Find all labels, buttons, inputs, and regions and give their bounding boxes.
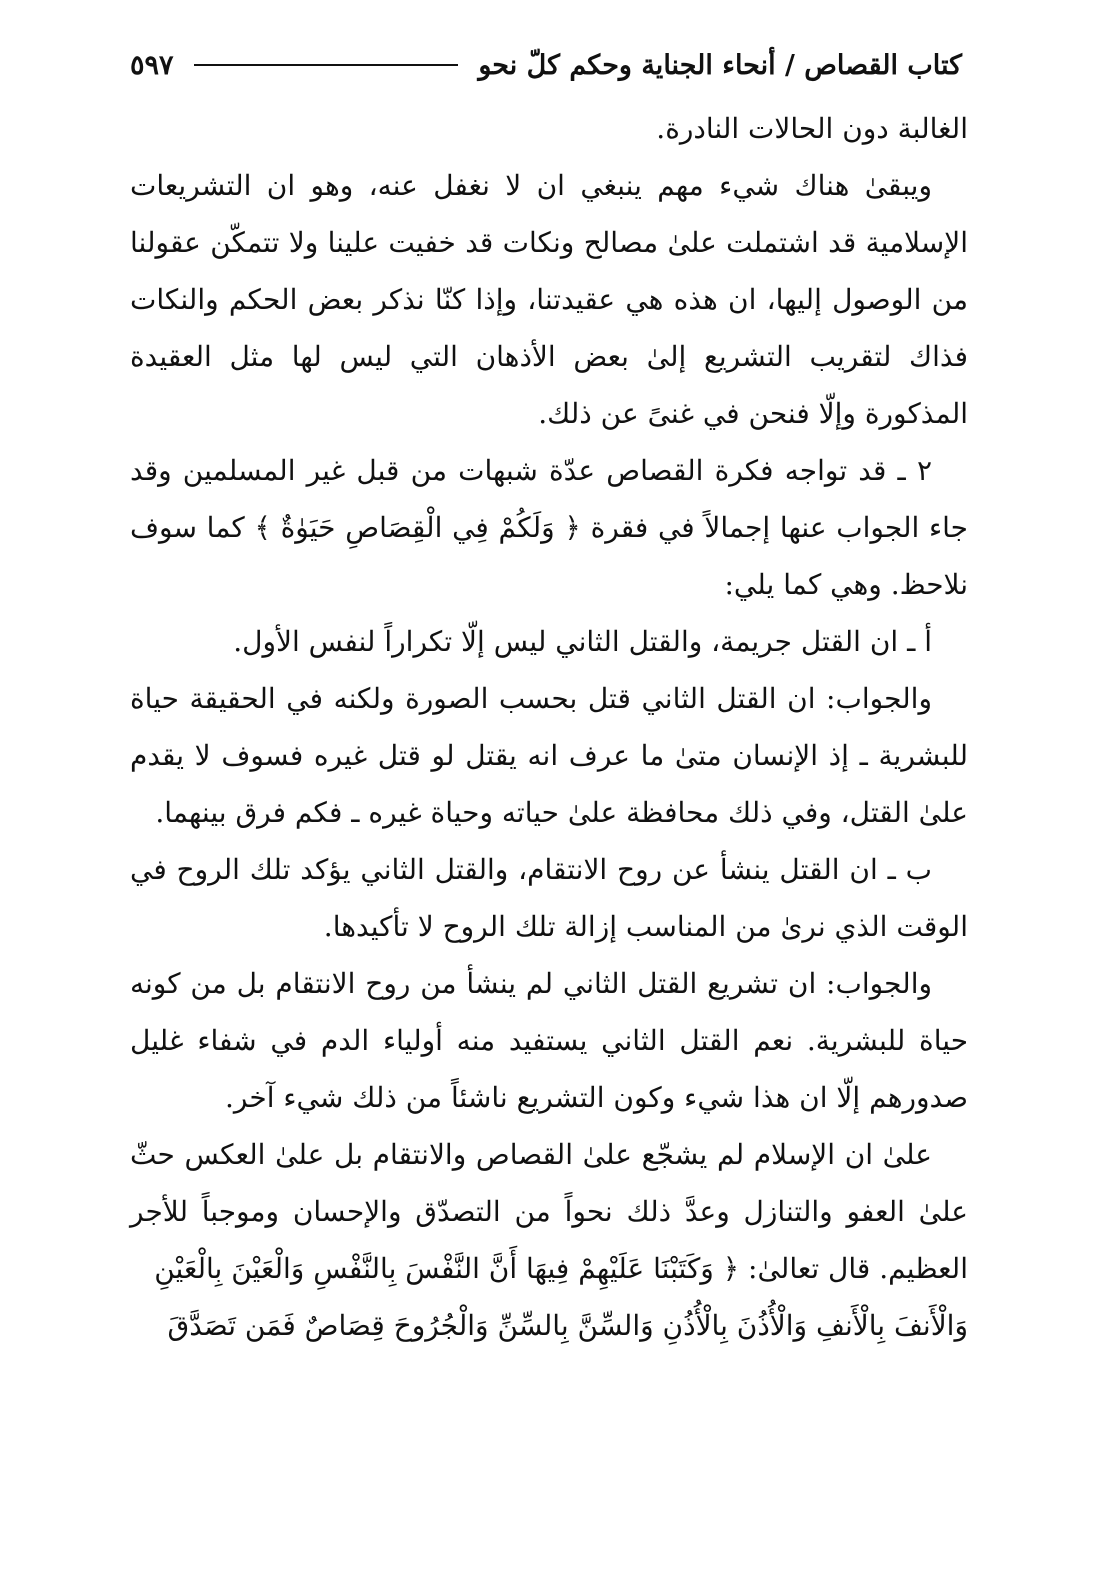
paragraph: ٢ ـ قد تواجه فكرة القصاص عدّة شبهات من قبل غير المسلمين وقد جاء الجواب عنها إجمالاً في فقرة ﴿ وَلَكُمْ فِي الْقِصَاصِ حَيَوٰةٌ ﴾ كما سوف نلاحظ. وهي كما يلي:	[130, 454, 968, 601]
paragraph: ب ـ ان القتل ينشأ عن روح الانتقام، والقتل الثاني يؤكد تلك الروح في الوقت الذي نرىٰ من المناسب إزالة تلك الروح لا تأكيدها.	[130, 853, 968, 943]
page-header	[130, 40, 962, 90]
paragraph: أ ـ ان القتل جريمة، والقتل الثاني ليس إلّا تكراراً لنفس الأول.	[233, 625, 932, 658]
paragraph: علىٰ ان الإسلام لم يشجّع علىٰ القصاص والانتقام بل علىٰ العكس حثّ علىٰ العفو والتنازل وعدَّ ذلك نحواً من التصدّق والإحسان وموجباً للأجر العظيم. قال تعالىٰ: ﴿ وَكَتَبْنَا عَلَيْهِمْ فِيهَا أَنَّ النَّفْسَ بِالنَّفْسِ وَالْعَيْنَ بِالْعَيْنِ	[130, 1138, 968, 1285]
body-text	[130, 100, 968, 1354]
paragraph: الغالبة دون الحالات النادرة.	[656, 112, 968, 145]
header-rule	[194, 64, 459, 66]
paragraph: والجواب: ان القتل الثاني قتل بحسب الصورة ولكنه في الحقيقة حياة للبشرية ـ إذ الإنسان متىٰ ما عرف انه يقتل لو قتل غيره فسوف لا يقدم علىٰ القتل، وفي ذلك محافظة علىٰ حياته وحياة غيره ـ فكم فرق بينهما.	[130, 682, 968, 829]
running-title: كتاب القصاص / أنحاء الجناية وحكم كلّ نحو	[478, 49, 962, 81]
quran-verse-line: وَالْأَنفَ بِالْأَنفِ وَالْأُذُنَ بِالْأُذُنِ وَالسِّنَّ بِالسِّنِّ وَالْجُرُوحَ قِصَاصٌ فَمَن تَصَدَّقَ	[167, 1309, 968, 1342]
paragraph: والجواب: ان تشريع القتل الثاني لم ينشأ من روح الانتقام بل من كونه حياة للبشرية. نعم القتل الثاني يستفيد منه أولياء الدم في شفاء غليل صدورهم إلّا ان هذا شيء وكون التشريع ناشئاً من ذلك شيء آخر.	[130, 967, 968, 1114]
paragraph: ويبقىٰ هناك شيء مهم ينبغي ان لا نغفل عنه، وهو ان التشريعات الإسلامية قد اشتملت علىٰ مصالح ونكات قد خفيت علينا ولا تتمكّن عقولنا من الوصول إليها، ان هذه هي عقيدتنا، وإذا كنّا نذكر بعض الحكم والنكات فذاك لتقريب التشريع إلىٰ بعض الأذهان التي ليس لها مثل العقيدة المذكورة وإلّا فنحن في غنىً عن ذلك.	[130, 169, 968, 430]
page-number: ٥٩٧	[130, 49, 174, 81]
